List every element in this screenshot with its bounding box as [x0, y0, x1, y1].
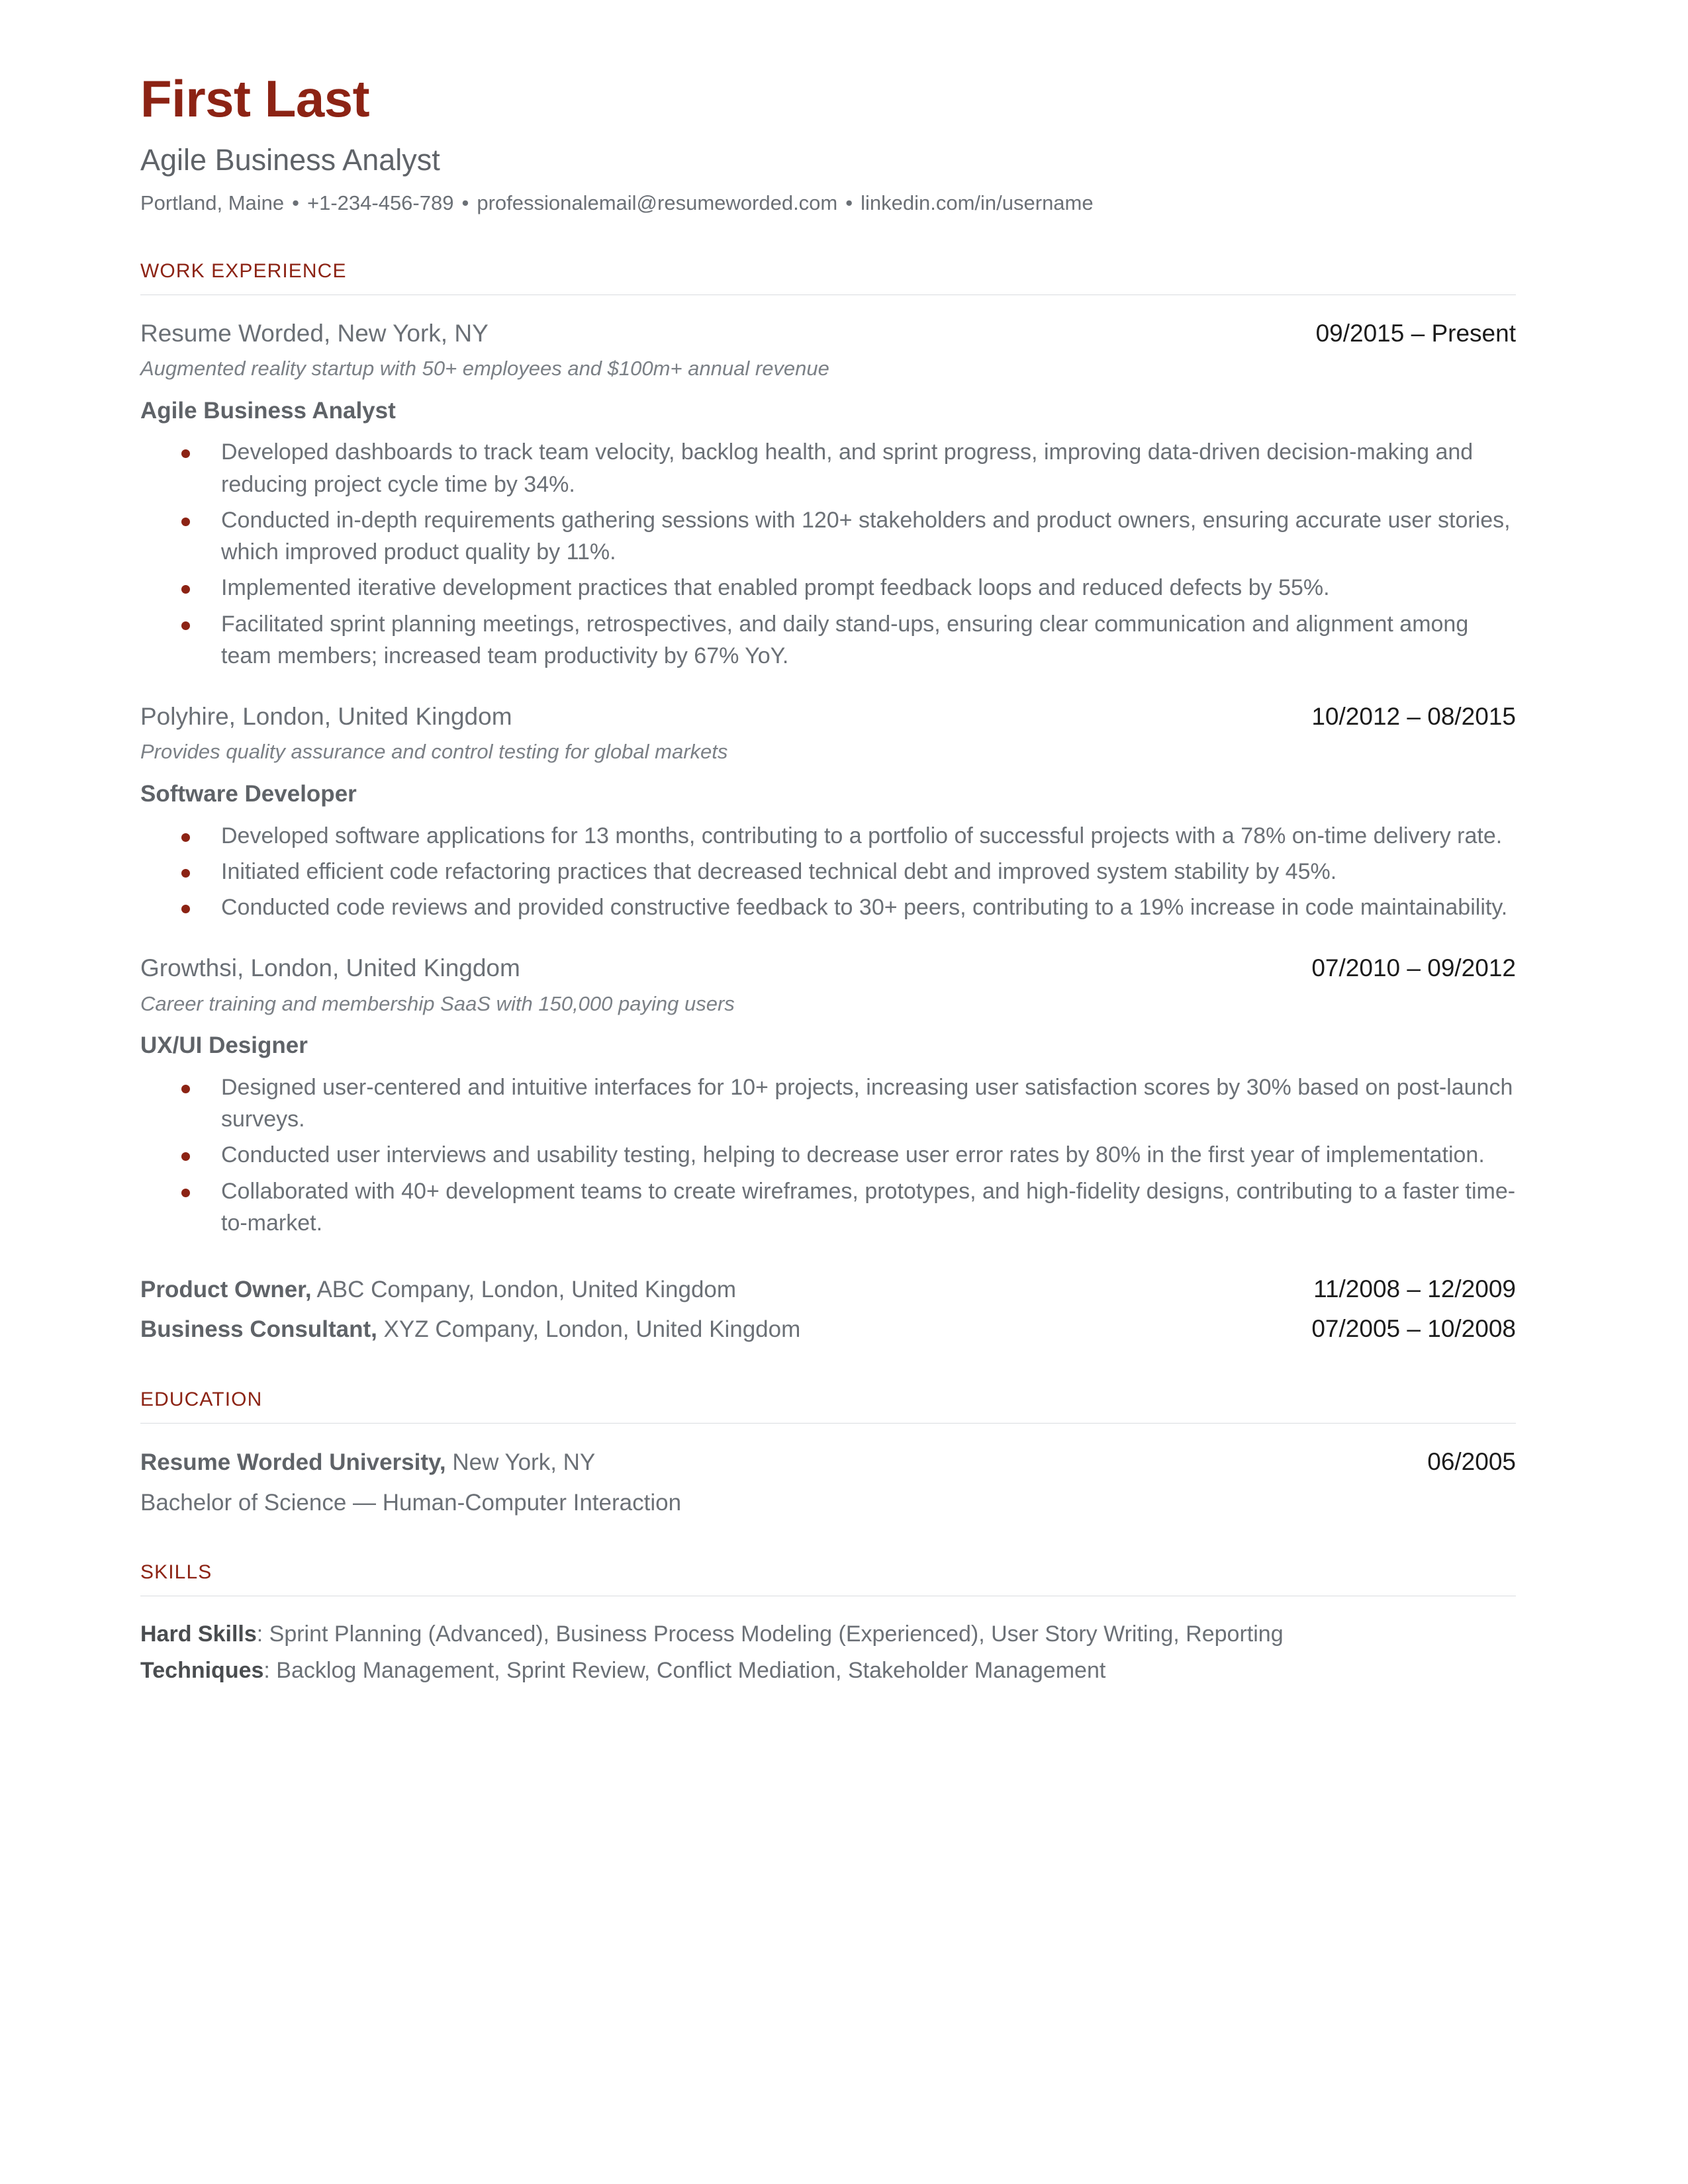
education-location: New York, NY [445, 1449, 596, 1476]
contact-separator-3: • [845, 191, 853, 215]
skill-line [140, 1619, 1516, 1650]
education-dates: 06/2005 [1427, 1448, 1516, 1476]
job-title: Agile Business Analyst [140, 397, 396, 424]
skill-label: Hard Skills [140, 1621, 257, 1647]
job-dates: 10/2012 – 08/2015 [1311, 703, 1516, 731]
resume-sheet [140, 71, 1516, 1686]
job-blurb: Career training and membership SaaS with 150,000 paying users [140, 991, 735, 1015]
job-entry [140, 701, 1516, 923]
skill-label: Techniques [140, 1657, 264, 1683]
job-title: Software Developer [140, 781, 357, 807]
job-bullet: Conducted code reviews and provided constructive feedback to 30+ peers, contributing to a 19% increase in code maintainability. [140, 891, 1516, 923]
contact-line [140, 191, 1516, 216]
section-title-work: WORK EXPERIENCE [140, 259, 347, 282]
skill-line [140, 1655, 1516, 1686]
job-bullet-list [140, 436, 1516, 672]
compact-role-company: XYZ Company, London, United Kingdom [377, 1316, 801, 1343]
job-blurb: Provides quality assurance and control testing for global markets [140, 740, 728, 764]
contact-phone: +1-234-456-789 [306, 191, 454, 215]
section-work-experience [140, 260, 1516, 1345]
section-skills [140, 1561, 1516, 1686]
skill-value: : Backlog Management, Sprint Review, Conflict Mediation, Stakeholder Management [263, 1657, 1106, 1683]
job-bullet: Collaborated with 40+ development teams to create wireframes, prototypes, and high-fidelity designs, contributing to a faster time-to-market. [140, 1175, 1516, 1240]
job-bullet: Implemented iterative development practices that enabled prompt feedback loops and reduced defects by 55%. [140, 572, 1516, 604]
compact-role-row [140, 1273, 1516, 1305]
compact-role-row [140, 1313, 1516, 1345]
job-bullet-list [140, 820, 1516, 924]
job-header-row [140, 952, 1516, 984]
candidate-name: First Last [140, 69, 370, 128]
job-bullet: Facilitated sprint planning meetings, retrospectives, and daily stand-ups, ensuring clear communication and alignment among team members; increased team productivity by 67% YoY. [140, 608, 1516, 672]
education-degree: Bachelor of Science — Human-Computer Interaction [140, 1489, 682, 1516]
skill-value: : Sprint Planning (Advanced), Business Process Modeling (Experienced), User Story Writing, Reporting [256, 1621, 1284, 1647]
job-bullet: Conducted in-depth requirements gathering sessions with 120+ stakeholders and product owners, ensuring accurate user stories, which improved product quality by 11%. [140, 504, 1516, 569]
section-divider-education [140, 1423, 1516, 1424]
contact-location: Portland, Maine [140, 191, 285, 215]
job-company: Growthsi, London, United Kingdom [140, 954, 520, 982]
job-bullet: Conducted user interviews and usability testing, helping to decrease user error rates by 80% in the first year of implementation. [140, 1139, 1516, 1171]
compact-role-company: ABC Company, London, United Kingdom [311, 1277, 737, 1303]
job-header-row [140, 318, 1516, 349]
section-title-education: EDUCATION [140, 1388, 263, 1411]
job-dates: 07/2010 – 09/2012 [1311, 954, 1516, 982]
job-company: Resume Worded, New York, NY [140, 319, 489, 347]
compact-roles-list [140, 1273, 1516, 1345]
education-header-row [140, 1446, 1516, 1478]
compact-role-dates: 11/2008 – 12/2009 [1313, 1275, 1516, 1303]
job-dates: 09/2015 – Present [1315, 319, 1516, 347]
job-entry [140, 318, 1516, 672]
contact-separator-2: • [461, 191, 469, 215]
compact-role-title: Product Owner, [140, 1277, 312, 1303]
job-bullet-list [140, 1071, 1516, 1239]
section-title-skills: SKILLS [140, 1561, 212, 1583]
job-bullet: Developed software applications for 13 months, contributing to a portfolio of successful projects with a 78% on-time delivery rate. [140, 820, 1516, 852]
compact-role-label [140, 1314, 800, 1345]
compact-role-title: Business Consultant, [140, 1316, 377, 1343]
compact-role-dates: 07/2005 – 10/2008 [1311, 1315, 1516, 1343]
education-school: Resume Worded University, [140, 1449, 446, 1476]
resume-header [140, 71, 1516, 216]
education-entry [140, 1446, 1516, 1518]
job-bullet: Designed user-centered and intuitive interfaces for 10+ projects, increasing user satisfaction scores by 30% based on post-launch surveys. [140, 1071, 1516, 1136]
contact-linkedin[interactable]: linkedin.com/in/username [861, 191, 1094, 215]
job-entry [140, 952, 1516, 1239]
compact-role-label [140, 1275, 736, 1305]
candidate-headline: Agile Business Analyst [140, 142, 440, 177]
contact-separator-1: • [292, 191, 299, 215]
job-blurb: Augmented reality startup with 50+ employees and $100m+ annual revenue [140, 357, 829, 381]
education-school-line [140, 1447, 595, 1478]
job-header-row [140, 701, 1516, 733]
job-bullet: Developed dashboards to track team velocity, backlog health, and sprint progress, improving data-driven decision-making and reducing project cycle time by 34%. [140, 436, 1516, 500]
job-bullet: Initiated efficient code refactoring practices that decreased technical debt and improved system stability by 45%. [140, 856, 1516, 887]
job-company: Polyhire, London, United Kingdom [140, 703, 512, 731]
job-title: UX/UI Designer [140, 1032, 308, 1059]
section-education [140, 1388, 1516, 1518]
contact-email[interactable]: professionalemail@resumeworded.com [477, 191, 838, 215]
